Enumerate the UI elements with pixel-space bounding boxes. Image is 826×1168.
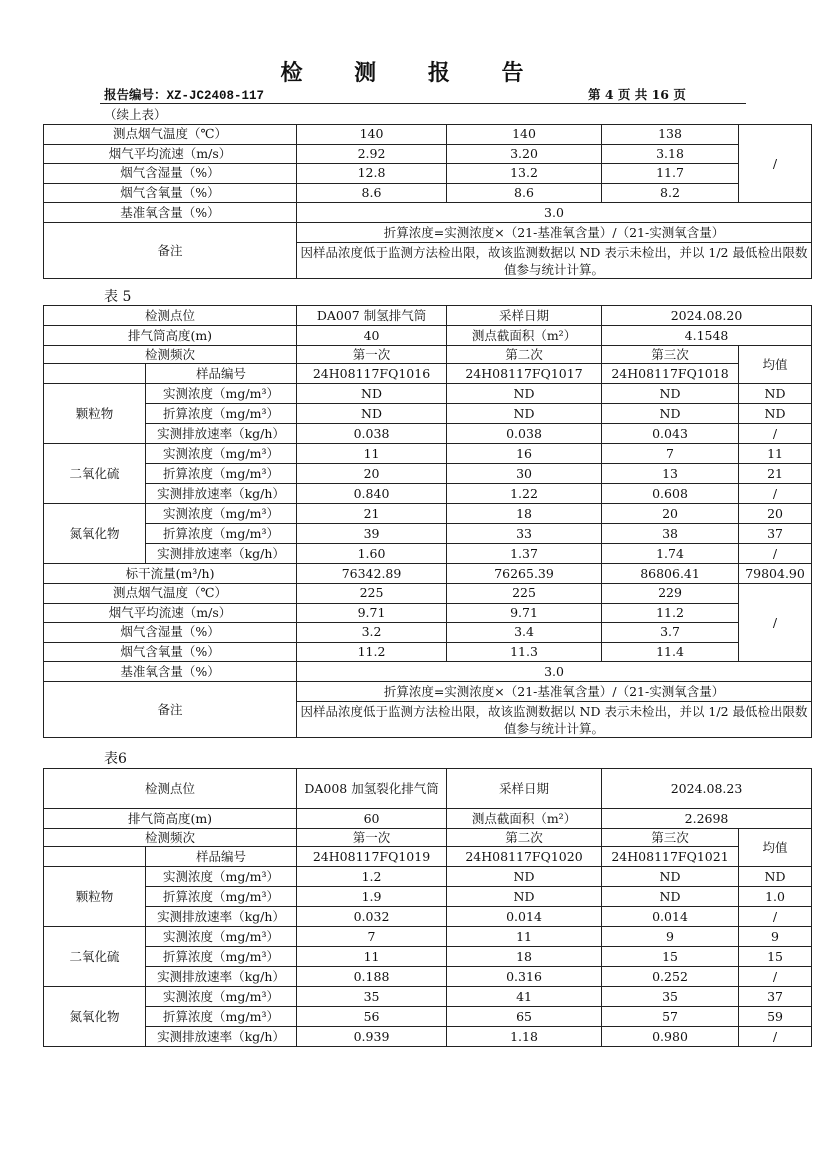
measure-value: 20 [602, 504, 739, 524]
measure-value: 0.980 [602, 1027, 739, 1047]
base-oxygen-label: 基准氧含量（%） [44, 662, 297, 682]
measure-value: ND [297, 384, 447, 404]
measure-value: 59 [739, 1007, 812, 1027]
measure-value: 0.038 [297, 424, 447, 444]
table-row [44, 662, 812, 682]
table-5-label: 表 5 [104, 289, 132, 305]
table-cell: 140 [447, 125, 602, 145]
table-row [44, 364, 812, 384]
pollutant-name: 二氧化硫 [44, 444, 146, 504]
table-cell: 11.4 [602, 642, 739, 662]
frequency-label: 检测频次 [44, 829, 297, 847]
measure-value: 0.939 [297, 1027, 447, 1047]
table-6 [43, 768, 812, 1047]
measure-value: 11 [739, 444, 812, 464]
sample-id: 24H08117FQ1018 [602, 364, 739, 384]
measure-value: 1.74 [602, 544, 739, 564]
measure-label: 实测浓度（mg/m³） [146, 987, 297, 1007]
table-cell: 13.2 [447, 164, 602, 184]
area-value: 4.1548 [602, 326, 812, 346]
measure-value: 0.252 [602, 967, 739, 987]
table-cell: 第二次 [447, 346, 602, 364]
table-cell: 12.8 [297, 164, 447, 184]
table-row [44, 203, 812, 223]
measure-label: 实测排放速率（kg/h） [146, 424, 297, 444]
row-label: 烟气含氧量（%） [44, 642, 297, 662]
flow-average: 79804.90 [739, 564, 812, 584]
measure-label: 实测浓度（mg/m³） [146, 504, 297, 524]
table-row [44, 384, 812, 404]
continued-label: （续上表） [104, 107, 167, 122]
table-cell: 11.2 [602, 603, 739, 623]
table-row [44, 987, 812, 1007]
table-cell: 第三次 [602, 346, 739, 364]
measure-value: 1.9 [297, 887, 447, 907]
table-row [44, 603, 812, 623]
area-label: 测点截面积（m²） [447, 809, 602, 829]
table-cell: 第一次 [297, 829, 447, 847]
measure-value: 15 [739, 947, 812, 967]
measure-value: 38 [602, 524, 739, 544]
table-row [44, 682, 812, 702]
row-label: 测点烟气温度（℃） [44, 584, 297, 604]
average-slash: / [739, 584, 812, 662]
table-row [44, 642, 812, 662]
measure-value: 1.22 [447, 484, 602, 504]
measure-label: 折算浓度（mg/m³） [146, 524, 297, 544]
row-label: 烟气平均流速（m/s） [44, 603, 297, 623]
measure-label: 实测浓度（mg/m³） [146, 384, 297, 404]
measure-value: ND [447, 384, 602, 404]
measure-value: 13 [602, 464, 739, 484]
base-oxygen-value: 3.0 [297, 662, 812, 682]
measure-value: 20 [739, 504, 812, 524]
average-label: 均值 [739, 829, 812, 867]
blank-cell [44, 847, 146, 867]
table-row [44, 183, 812, 203]
table-cell: 229 [602, 584, 739, 604]
table-row [44, 164, 812, 184]
table-cell: 140 [297, 125, 447, 145]
measure-label: 实测排放速率（kg/h） [146, 967, 297, 987]
measure-label: 实测排放速率（kg/h） [146, 484, 297, 504]
pollutant-name: 颗粒物 [44, 384, 146, 444]
measure-value: ND [739, 867, 812, 887]
measure-value: ND [447, 887, 602, 907]
measure-value: 39 [297, 524, 447, 544]
table-row [44, 829, 812, 847]
base-oxygen-label: 基准氧含量（%） [44, 203, 297, 223]
measure-value: 20 [297, 464, 447, 484]
table-cell: 225 [297, 584, 447, 604]
table-row [44, 907, 812, 927]
remark-text: 因样品浓度低于监测方法检出限，故该监测数据以 ND 表示未检出，并以 1/2 最低检出限数值参与统计计算。 [297, 243, 812, 279]
measure-value: 1.37 [447, 544, 602, 564]
table-cell: 9.71 [447, 603, 602, 623]
report-number: 报告编号：XZ-JC2408-117 [104, 89, 265, 103]
sample-id: 24H08117FQ1020 [447, 847, 602, 867]
measure-value: 11 [447, 927, 602, 947]
measure-value: ND [739, 404, 812, 424]
table-cell: 138 [602, 125, 739, 145]
measure-value: 0.032 [297, 907, 447, 927]
pollutant-name: 二氧化硫 [44, 927, 146, 987]
table-cell: 11.3 [447, 642, 602, 662]
table-cell: 8.2 [602, 183, 739, 203]
remark-text: 因样品浓度低于监测方法检出限，故该监测数据以 ND 表示未检出，并以 1/2 最低检出限数值参与统计计算。 [297, 702, 812, 738]
measure-value: ND [602, 867, 739, 887]
measure-value: ND [447, 867, 602, 887]
pollutant-name: 颗粒物 [44, 867, 146, 927]
table-row [44, 887, 812, 907]
measure-value: 1.60 [297, 544, 447, 564]
measure-value: 30 [447, 464, 602, 484]
measure-value: 0.014 [602, 907, 739, 927]
average-slash: / [739, 125, 812, 203]
point-value: DA007 制氢排气筒 [297, 306, 447, 326]
table-row [44, 326, 812, 346]
table-cell: 第一次 [297, 346, 447, 364]
area-label: 测点截面积（m²） [447, 326, 602, 346]
table-row [44, 769, 812, 809]
height-value: 40 [297, 326, 447, 346]
measure-value: 18 [447, 504, 602, 524]
measure-label: 实测排放速率（kg/h） [146, 544, 297, 564]
measure-value: ND [739, 384, 812, 404]
sample-id: 24H08117FQ1019 [297, 847, 447, 867]
measure-value: 1.0 [739, 887, 812, 907]
measure-value: / [739, 544, 812, 564]
measure-label: 实测排放速率（kg/h） [146, 907, 297, 927]
table-row [44, 223, 812, 243]
blank-cell [44, 364, 146, 384]
row-label: 烟气含湿量（%） [44, 164, 297, 184]
table-row [44, 584, 812, 604]
flow-label: 标干流量(m³/h) [44, 564, 297, 584]
remark-formula: 折算浓度=实测浓度×（21-基准氧含量）/（21-实测氧含量） [297, 223, 812, 243]
table-cell: 第三次 [602, 829, 739, 847]
height-label: 排气筒高度(m) [44, 326, 297, 346]
area-value: 2.2698 [602, 809, 812, 829]
pollutant-name: 氮氧化物 [44, 504, 146, 564]
table-cell: 8.6 [447, 183, 602, 203]
table-cell: 86806.41 [602, 564, 739, 584]
measure-value: 21 [739, 464, 812, 484]
date-value: 2024.08.23 [602, 769, 812, 809]
height-label: 排气筒高度(m) [44, 809, 297, 829]
sample-label: 样品编号 [146, 847, 297, 867]
measure-value: 57 [602, 1007, 739, 1027]
row-label: 测点烟气温度（℃） [44, 125, 297, 145]
table-cell: 11.2 [297, 642, 447, 662]
measure-value: 16 [447, 444, 602, 464]
measure-value: / [739, 1027, 812, 1047]
remark-label: 备注 [44, 682, 297, 738]
measure-value: / [739, 424, 812, 444]
table-cell: 第二次 [447, 829, 602, 847]
point-value: DA008 加氢裂化排气筒 [297, 769, 447, 809]
measure-value: 18 [447, 947, 602, 967]
measure-value: 37 [739, 987, 812, 1007]
sample-id: 24H08117FQ1016 [297, 364, 447, 384]
table-cell: 76265.39 [447, 564, 602, 584]
table-row [44, 464, 812, 484]
table-4-continued [43, 124, 812, 279]
average-label: 均值 [739, 346, 812, 384]
measure-value: ND [602, 384, 739, 404]
measure-value: / [739, 907, 812, 927]
base-oxygen-value: 3.0 [297, 203, 812, 223]
frequency-label: 检测频次 [44, 346, 297, 364]
measure-label: 折算浓度（mg/m³） [146, 1007, 297, 1027]
measure-label: 折算浓度（mg/m³） [146, 404, 297, 424]
measure-value: 37 [739, 524, 812, 544]
measure-value: 9 [602, 927, 739, 947]
measure-label: 实测浓度（mg/m³） [146, 927, 297, 947]
table-row [44, 867, 812, 887]
measure-label: 实测浓度（mg/m³） [146, 867, 297, 887]
table-row [44, 306, 812, 326]
measure-value: ND [297, 404, 447, 424]
measure-label: 折算浓度（mg/m³） [146, 464, 297, 484]
measure-value: 41 [447, 987, 602, 1007]
table-row [44, 444, 812, 464]
table-row [44, 564, 812, 584]
table-row [44, 623, 812, 643]
measure-value: / [739, 967, 812, 987]
measure-value: 7 [297, 927, 447, 947]
table-cell: 225 [447, 584, 602, 604]
table-cell: 8.6 [297, 183, 447, 203]
measure-value: 7 [602, 444, 739, 464]
date-label: 采样日期 [447, 306, 602, 326]
sample-id: 24H08117FQ1017 [447, 364, 602, 384]
measure-value: 9 [739, 927, 812, 947]
table-cell: 9.71 [297, 603, 447, 623]
point-label: 检测点位 [44, 306, 297, 326]
date-label: 采样日期 [447, 769, 602, 809]
point-label: 检测点位 [44, 769, 297, 809]
measure-value: 65 [447, 1007, 602, 1027]
table-cell: 76342.89 [297, 564, 447, 584]
table-row [44, 504, 812, 524]
table-row [44, 346, 812, 364]
table-cell: 3.2 [297, 623, 447, 643]
remark-label: 备注 [44, 223, 297, 279]
table-cell: 3.4 [447, 623, 602, 643]
measure-value: 35 [602, 987, 739, 1007]
table-row [44, 809, 812, 829]
table-row [44, 1027, 812, 1047]
table-cell: 11.7 [602, 164, 739, 184]
table-6-label: 表6 [104, 751, 127, 767]
measure-value: 33 [447, 524, 602, 544]
table-row [44, 484, 812, 504]
table-row [44, 404, 812, 424]
measure-label: 实测浓度（mg/m³） [146, 444, 297, 464]
height-value: 60 [297, 809, 447, 829]
table-row [44, 424, 812, 444]
pollutant-name: 氮氧化物 [44, 987, 146, 1047]
report-title: 检 测 报 告 [280, 60, 546, 86]
measure-value: 1.2 [297, 867, 447, 887]
measure-value: ND [602, 404, 739, 424]
measure-value: 0.316 [447, 967, 602, 987]
measure-value: ND [602, 887, 739, 907]
row-label: 烟气平均流速（m/s） [44, 144, 297, 164]
table-row [44, 125, 812, 145]
table-row [44, 967, 812, 987]
measure-value: 56 [297, 1007, 447, 1027]
measure-value: 0.014 [447, 907, 602, 927]
page-info: 第 4 页 共 16 页 [588, 87, 686, 102]
measure-value: 0.043 [602, 424, 739, 444]
measure-value: 11 [297, 444, 447, 464]
table-row [44, 927, 812, 947]
table-row [44, 144, 812, 164]
measure-value: 1.18 [447, 1027, 602, 1047]
measure-value: 11 [297, 947, 447, 967]
header-rule [100, 103, 746, 104]
table-row [44, 947, 812, 967]
measure-label: 折算浓度（mg/m³） [146, 947, 297, 967]
measure-value: 0.608 [602, 484, 739, 504]
table-row [44, 544, 812, 564]
measure-label: 折算浓度（mg/m³） [146, 887, 297, 907]
measure-value: 15 [602, 947, 739, 967]
measure-value: 0.038 [447, 424, 602, 444]
sample-id: 24H08117FQ1021 [602, 847, 739, 867]
row-label: 烟气含湿量（%） [44, 623, 297, 643]
sample-label: 样品编号 [146, 364, 297, 384]
table-row [44, 524, 812, 544]
measure-value: 21 [297, 504, 447, 524]
table-row [44, 1007, 812, 1027]
table-row [44, 847, 812, 867]
remark-formula: 折算浓度=实测浓度×（21-基准氧含量）/（21-实测氧含量） [297, 682, 812, 702]
table-cell: 3.20 [447, 144, 602, 164]
row-label: 烟气含氧量（%） [44, 183, 297, 203]
measure-value: / [739, 484, 812, 504]
table-5 [43, 305, 812, 738]
measure-value: 0.188 [297, 967, 447, 987]
table-cell: 2.92 [297, 144, 447, 164]
date-value: 2024.08.20 [602, 306, 812, 326]
measure-value: 35 [297, 987, 447, 1007]
measure-value: ND [447, 404, 602, 424]
table-cell: 3.7 [602, 623, 739, 643]
measure-label: 实测排放速率（kg/h） [146, 1027, 297, 1047]
measure-value: 0.840 [297, 484, 447, 504]
table-cell: 3.18 [602, 144, 739, 164]
